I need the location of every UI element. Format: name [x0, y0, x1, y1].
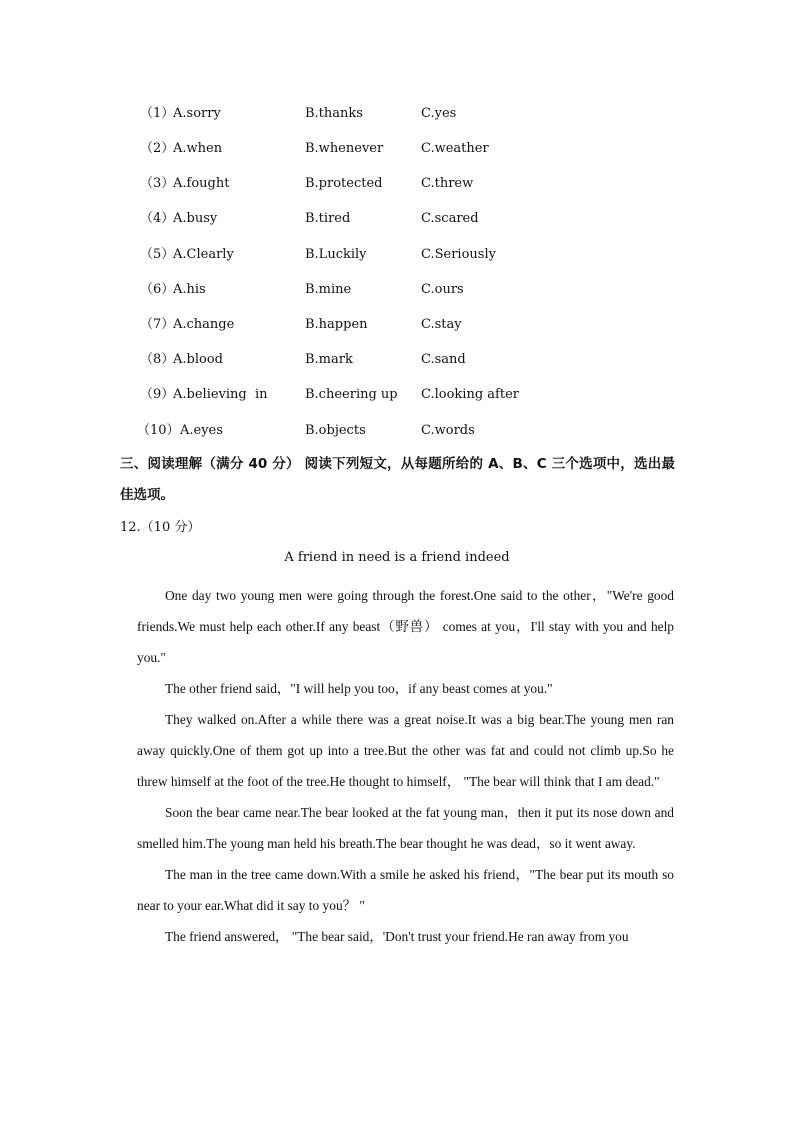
option-a: A.when: [173, 141, 223, 156]
option-a: A.sorry: [173, 106, 221, 121]
option-row: [0, 174, 794, 194]
option-c: C.weather: [421, 141, 489, 156]
option-b: B.Luckily: [305, 247, 367, 262]
option-b: B.protected: [305, 176, 383, 191]
section-heading: 三、阅读理解（满分 40 分） 阅读下列短文，从每题所给的 A、B、C 三个选项中，选出最佳选项。: [120, 456, 675, 503]
option-number: （4）: [140, 211, 175, 226]
option-row: [0, 104, 794, 124]
option-row: [0, 385, 794, 405]
option-c: C.yes: [421, 106, 457, 121]
passage-title: A friend in need is a friend indeed: [284, 550, 510, 565]
option-row: [0, 139, 794, 159]
paragraph: The other friend said，"I will help you too，if any beast comes at you.": [165, 681, 553, 696]
option-a: A.Clearly: [173, 247, 234, 262]
option-number: （6）: [140, 282, 175, 297]
option-c: C.words: [421, 423, 475, 438]
option-b: B.cheering up: [305, 387, 398, 402]
paragraph: The friend answered， "The bear said，'Don't trust your friend.He ran away from you: [165, 929, 629, 944]
option-a: A.eyes: [180, 423, 223, 438]
option-number: （10）: [137, 423, 180, 438]
option-number: （5）: [140, 247, 175, 262]
option-a: A.busy: [173, 211, 218, 226]
option-row: [0, 315, 794, 335]
option-row: [0, 421, 794, 441]
option-c: C.scared: [421, 211, 479, 226]
option-number: （7）: [140, 317, 175, 332]
option-number: （8）: [140, 352, 175, 367]
option-b: B.mine: [305, 282, 352, 297]
option-number: （1）: [140, 106, 175, 121]
option-c: C.threw: [421, 176, 474, 191]
option-b: B.objects: [305, 423, 366, 438]
passage-body: [137, 580, 674, 952]
option-row: [0, 209, 794, 229]
option-a: A.fought: [173, 176, 230, 191]
question-number: 12.（10 分）: [120, 520, 201, 535]
option-a: A.his: [173, 282, 206, 297]
paragraph: The man in the tree came down.With a smile he asked his friend，"The bear put its mouth so near to your ear.What did it say to you？ ": [137, 867, 674, 913]
option-number: （3）: [140, 176, 175, 191]
option-c: C.Seriously: [421, 247, 496, 262]
option-b: B.thanks: [305, 106, 363, 121]
option-number: （9）: [140, 387, 175, 402]
paragraph: They walked on.After a while there was a great noise.It was a big bear.The young men ran away quickly.One of them got up into a tree.But the other was fat and could not climb up.So he threw himself at the foot of the tree.He thought to himself， "The bear will think that I am dead.": [137, 712, 674, 789]
option-a: A.blood: [173, 352, 223, 367]
option-b: B.mark: [305, 352, 353, 367]
option-number: （2）: [140, 141, 175, 156]
option-c: C.ours: [421, 282, 464, 297]
option-b: B.happen: [305, 317, 368, 332]
option-c: C.looking after: [421, 387, 519, 402]
option-c: C.stay: [421, 317, 462, 332]
option-c: C.sand: [421, 352, 466, 367]
option-a: A.change: [173, 317, 235, 332]
option-row: [0, 350, 794, 370]
option-row: [0, 245, 794, 265]
option-a: A.believing in: [173, 387, 268, 402]
option-b: B.tired: [305, 211, 351, 226]
option-b: B.whenever: [305, 141, 384, 156]
option-row: [0, 280, 794, 300]
paragraph: One day two young men were going through the forest.One said to the other，"We're good friends.We must help each other.If any beast（野兽） comes at you，I'll stay with you and help you.": [137, 588, 674, 665]
paragraph: Soon the bear came near.The bear looked at the fat young man，then it put its nose down and smelled him.The young man held his breath.The bear thought he was dead，so it went away.: [137, 805, 674, 851]
